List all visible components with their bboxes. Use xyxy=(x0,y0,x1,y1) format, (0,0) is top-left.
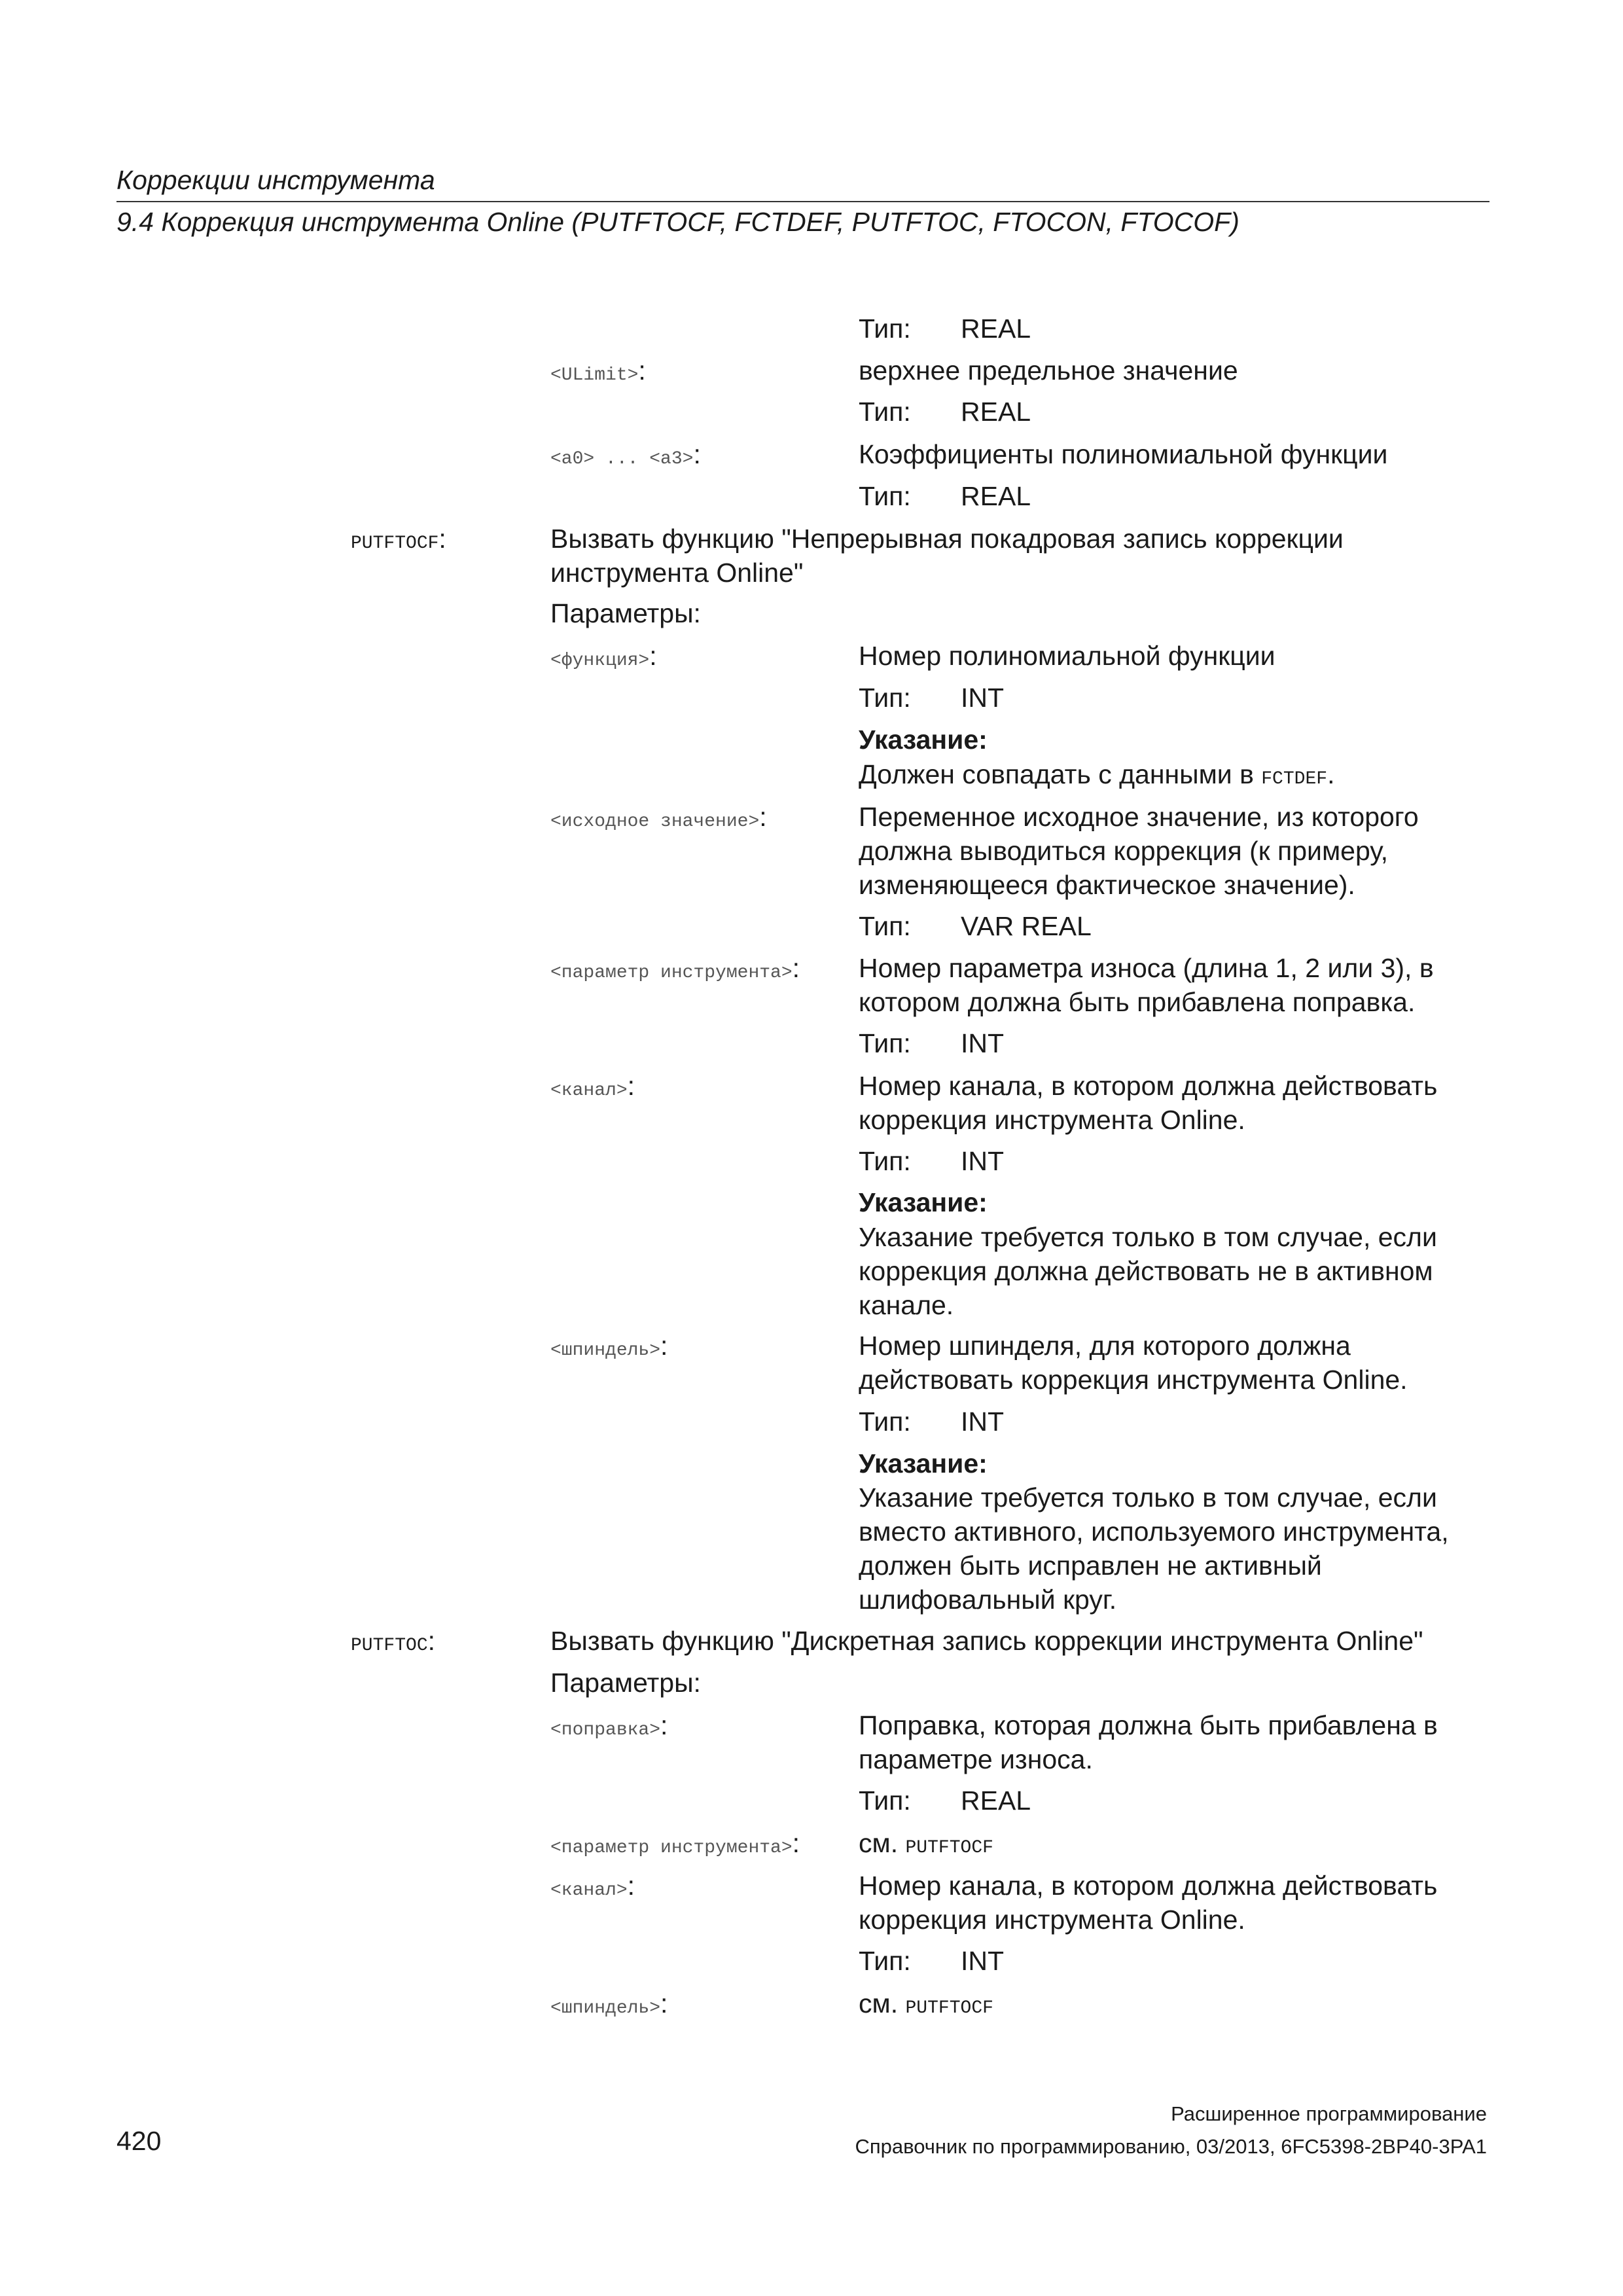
note-text: вместо активного, используемого инструмента, xyxy=(859,1516,1449,1547)
type-line: Тип: REAL xyxy=(859,1785,1031,1816)
param-name: <поправка>: xyxy=(550,1710,668,1740)
params-heading: Параметры: xyxy=(550,1668,701,1698)
type-line: Тип: INT xyxy=(859,1946,1005,1976)
param-name: <шпиндель>: xyxy=(550,1331,668,1361)
type-line: Тип: INT xyxy=(859,1028,1005,1058)
param-name: <ULimit>: xyxy=(550,355,646,386)
type-line: Тип: VAR REAL xyxy=(859,911,1092,941)
note-text: должен быть исправлен не активный xyxy=(859,1551,1322,1581)
param-desc: Коэффициенты полиномиальной функции xyxy=(859,439,1388,469)
type-line: Тип: INT xyxy=(859,1146,1005,1176)
footer-book-title: Расширенное программирование xyxy=(1171,2102,1487,2125)
keyword-putftocf: PUTFTOCF: xyxy=(351,524,446,554)
cross-reference: см. PUTFTOCF xyxy=(859,1828,993,1858)
param-desc: коррекция инструмента Online. xyxy=(859,1905,1245,1935)
note-text: Указание требуется только в том случае, если xyxy=(859,1482,1437,1513)
param-name: <a0> ... <a3>: xyxy=(550,439,701,469)
param-name: <канал>: xyxy=(550,1071,635,1101)
param-desc: Номер канала, в котором должна действовать xyxy=(859,1071,1438,1101)
param-desc: верхнее предельное значение xyxy=(859,355,1238,386)
param-desc: Переменное исходное значение, из которого xyxy=(859,802,1419,832)
type-line: Тип: REAL xyxy=(859,481,1031,511)
param-desc: изменяющееся фактическое значение). xyxy=(859,870,1355,900)
function-desc-line: инструмента Online" xyxy=(550,558,804,588)
page-number: 420 xyxy=(116,2126,162,2156)
note-text: Должен совпадать с данными в FCTDEF. xyxy=(859,759,1335,789)
footer-manual-info: Справочник по программированию, 03/2013, 6FC5398-2BP40-3PA1 xyxy=(855,2135,1487,2158)
section-title: 9.4 Коррекция инструмента Online (PUTFTOCF, FCTDEF, PUTFTOC, FTOCON, FTOCOF) xyxy=(116,207,1240,237)
param-name: <параметр инструмента>: xyxy=(550,1828,800,1858)
note-text: шлифовальный круг. xyxy=(859,1585,1117,1615)
param-desc: параметре износа. xyxy=(859,1744,1093,1774)
note-heading: Указание: xyxy=(859,725,988,755)
param-desc: должна выводиться коррекция (к примеру, xyxy=(859,836,1389,866)
note-text: канале. xyxy=(859,1290,954,1320)
function-desc-line: Вызвать функцию "Дискретная запись коррекции инструмента Online" xyxy=(550,1626,1423,1656)
param-desc: Номер полиномиальной функции xyxy=(859,641,1275,671)
chapter-title: Коррекции инструмента xyxy=(116,165,435,195)
param-name: <шпиндель>: xyxy=(550,1988,668,2018)
note-text: коррекция должна действовать не в активном xyxy=(859,1256,1433,1286)
param-desc: Номер параметра износа (длина 1, 2 или 3), в xyxy=(859,953,1434,983)
param-desc: Номер шпинделя, для которого должна xyxy=(859,1331,1351,1361)
param-desc: котором должна быть прибавлена поправка. xyxy=(859,987,1416,1017)
function-desc-line: Вызвать функцию "Непрерывная покадровая запись коррекции xyxy=(550,524,1344,554)
header-rule xyxy=(116,201,1489,202)
param-desc: коррекция инструмента Online. xyxy=(859,1105,1245,1135)
keyword-putftoc: PUTFTOC: xyxy=(351,1626,436,1656)
note-text: Указание требуется только в том случае, если xyxy=(859,1222,1437,1252)
param-desc: Поправка, которая должна быть прибавлена в xyxy=(859,1710,1438,1740)
param-name: <исходное значение>: xyxy=(550,802,767,832)
type-line: Тип: INT xyxy=(859,683,1005,713)
param-desc: Номер канала, в котором должна действовать xyxy=(859,1871,1438,1901)
params-heading: Параметры: xyxy=(550,598,701,628)
type-line: Тип: REAL xyxy=(859,397,1031,427)
param-desc: действовать коррекция инструмента Online. xyxy=(859,1365,1408,1395)
type-line: Тип: INT xyxy=(859,1407,1005,1437)
param-name: <функция>: xyxy=(550,641,657,671)
param-name: <параметр инструмента>: xyxy=(550,953,800,983)
note-heading: Указание: xyxy=(859,1448,988,1479)
cross-reference: см. PUTFTOCF xyxy=(859,1988,993,2018)
type-line: Тип: REAL xyxy=(859,314,1031,344)
note-heading: Указание: xyxy=(859,1187,988,1217)
param-name: <канал>: xyxy=(550,1871,635,1901)
